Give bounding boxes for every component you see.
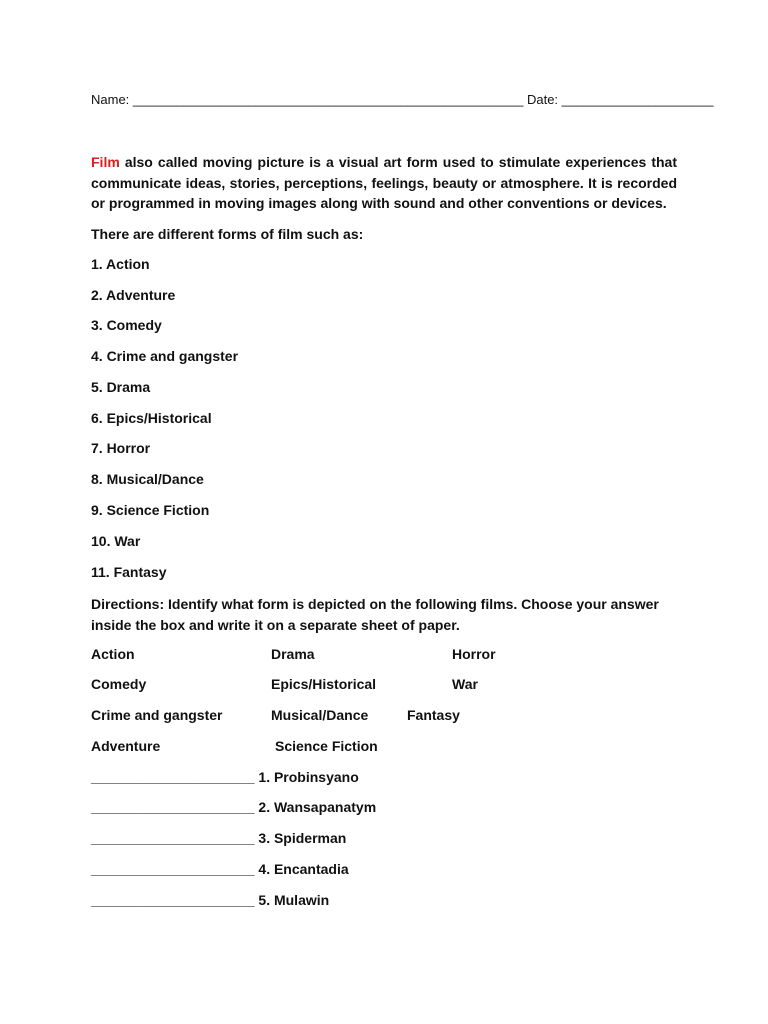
answer-blank: _____________________ — [91, 830, 255, 846]
answer-blank: _____________________ — [91, 799, 255, 815]
question-row — [91, 799, 376, 815]
name-date-line — [91, 92, 714, 107]
form-item: 4. Crime and gangster — [91, 348, 239, 364]
question-row — [91, 892, 329, 908]
choice-item: Adventure — [91, 738, 161, 754]
choice-item: War — [452, 676, 478, 692]
choice-item: Comedy — [91, 676, 147, 692]
form-item: 5. Drama — [91, 379, 151, 395]
answer-blank: _____________________ — [91, 892, 255, 908]
question-row — [91, 861, 349, 877]
choice-item: Epics/Historical — [271, 676, 377, 692]
form-item: 7. Horror — [91, 440, 151, 456]
name-blank: ______________________________________________________ — [132, 92, 524, 107]
question-row — [91, 769, 359, 785]
question-title: 4. Encantadia — [258, 861, 349, 877]
choice-item: Science Fiction — [275, 738, 378, 754]
question-title: 1. Probinsyano — [258, 769, 359, 785]
directions-text: Directions: Identify what form is depicted on the following films. Choose your answer inside the box and write it on a separate sheet of paper. — [91, 596, 659, 633]
choice-item: Musical/Dance — [271, 707, 369, 723]
intro-paragraph — [91, 152, 677, 214]
choice-item: Horror — [452, 646, 496, 662]
answer-blank: _____________________ — [91, 861, 255, 877]
choice-item: Fantasy — [407, 707, 460, 723]
name-label: Name: — [91, 92, 130, 107]
date-blank: _____________________ — [561, 92, 714, 107]
choice-item: Action — [91, 646, 135, 662]
form-item: 6. Epics/Historical — [91, 410, 212, 426]
question-title: 5. Mulawin — [258, 892, 330, 908]
form-item: 1. Action — [91, 256, 150, 272]
film-keyword: Film — [91, 154, 120, 170]
question-title: 2. Wansapanatym — [258, 799, 377, 815]
answer-blank: _____________________ — [91, 769, 255, 785]
forms-intro: There are different forms of film such as: — [91, 226, 364, 242]
question-row — [91, 830, 346, 846]
choice-item: Crime and gangster — [91, 707, 223, 723]
form-item: 9. Science Fiction — [91, 502, 210, 518]
question-title: 3. Spiderman — [258, 830, 347, 846]
form-item: 10. War — [91, 533, 141, 549]
choice-item: Drama — [271, 646, 315, 662]
form-item: 3. Comedy — [91, 317, 162, 333]
form-item: 8. Musical/Dance — [91, 471, 204, 487]
form-item: 11. Fantasy — [91, 564, 167, 580]
date-label: Date: — [526, 92, 559, 107]
intro-text: also called moving picture is a visual art form used to stimulate experiences that communicate ideas, stories, perceptions, feelings, beauty or atmosphere. It is recorded or programmed in moving images along with sound and other conventions or devices. — [91, 154, 677, 211]
form-item: 2. Adventure — [91, 287, 176, 303]
